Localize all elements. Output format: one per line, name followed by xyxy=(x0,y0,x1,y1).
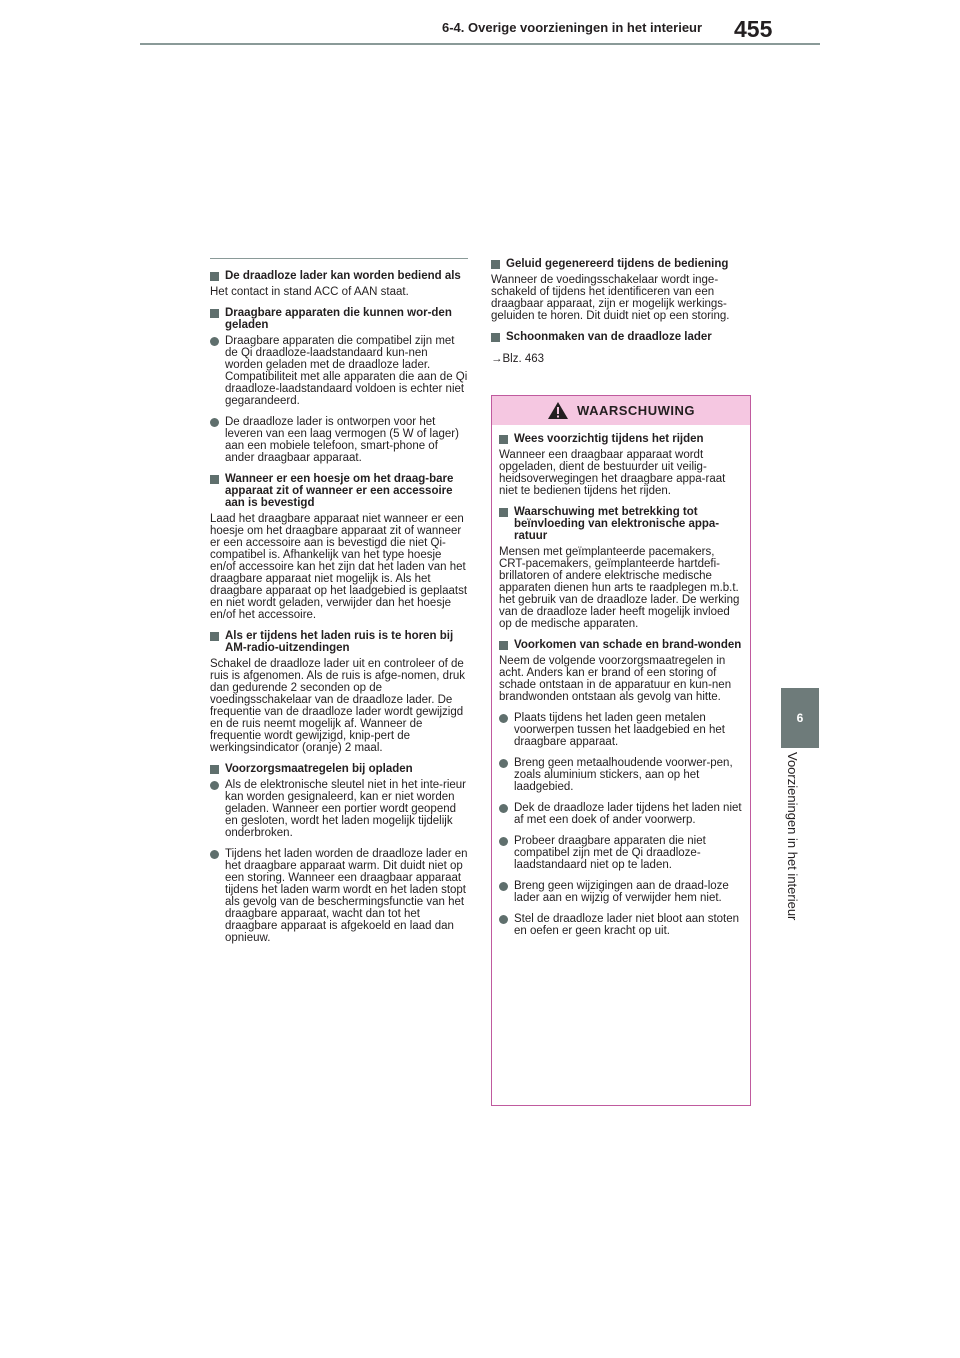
warning-box xyxy=(491,395,751,1106)
warning-triangle-icon xyxy=(547,401,569,420)
square-bullet-icon xyxy=(210,475,219,484)
square-bullet-icon xyxy=(491,333,500,342)
circle-bullet-icon xyxy=(499,759,508,768)
heading: Geluid gegenereerd tijdens de bediening xyxy=(491,258,751,270)
list-item: De draadloze lader is ontworpen voor het leveren van een laag vermogen (5 W of lager) aan een mobiele telefoon, smart-phone of ander draagbaar apparaat. xyxy=(210,416,468,464)
page-reference: →Blz. 463 xyxy=(491,353,545,365)
list-item: Breng geen wijzigingen aan de draad-loze lader aan en wijzig of verwijder hem niet. xyxy=(499,880,743,904)
circle-bullet-icon xyxy=(499,915,508,924)
circle-bullet-icon xyxy=(210,418,219,427)
square-bullet-icon xyxy=(491,260,500,269)
heading: Voorzorgsmaatregelen bij opladen xyxy=(210,763,468,775)
circle-bullet-icon xyxy=(499,714,508,723)
list-item: Probeer draagbare apparaten die niet compatibel zijn met de Qi draadloze-laadstandaard niet op te laden. xyxy=(499,835,743,871)
chapter-number: 6 xyxy=(796,711,804,725)
list-item: Plaats tijdens het laden geen metalen voorwerpen tussen het laadgebied en het draagbare apparaat. xyxy=(499,712,743,748)
warning-body xyxy=(492,425,750,937)
heading: Voorkomen van schade en brand-wonden xyxy=(499,639,743,651)
circle-bullet-icon xyxy=(499,882,508,891)
paragraph: Neem de volgende voorzorgsmaatregelen in acht. Anders kan er brand of een storing of schade ontstaan in de apparatuur en kun-nen brandwonden ontstaan als gevolg van hitte. xyxy=(499,655,732,703)
right-column xyxy=(491,258,751,365)
left-column xyxy=(210,258,468,953)
heading: Wees voorzichtig tijdens het rijden xyxy=(499,433,743,445)
heading: Draagbare apparaten die kunnen wor-den geladen xyxy=(210,307,468,331)
square-bullet-icon xyxy=(499,641,508,650)
paragraph: Het contact in stand ACC of AAN staat. xyxy=(210,286,409,298)
paragraph: Wanneer een draagbaar apparaat wordt opgeladen, dient de bestuurder uit veilig-heidsoverwegingen het draagbare appa-raat niet te bedienen tijdens het rijden. xyxy=(499,449,726,497)
square-bullet-icon xyxy=(210,272,219,281)
paragraph: Wanneer de voedingsschakelaar wordt inge-schakeld of tijdens het identificeren van een draagbaar apparaat, zijn er mogelijk werkings-geluiden te horen. Dit duidt niet op een storing. xyxy=(491,274,730,322)
circle-bullet-icon xyxy=(210,781,219,790)
square-bullet-icon xyxy=(499,508,508,517)
circle-bullet-icon xyxy=(499,837,508,846)
paragraph: Schakel de draadloze lader uit en controleer of de ruis is afgenomen. Als de ruis is afge-nomen, druk dan gedurende 2 seconden op de voedingsschakelaar van de draadloze lader. De frequentie van de draadloze lader wordt gewijzigd en de ruis neemt mogelijk af. Wanneer de frequentie wordt gewijzigd, knip-pert de werkingsindicator (oranje) 2 maal. xyxy=(210,658,466,754)
chapter-side-label: Voorzieningen in het interieur xyxy=(785,752,800,921)
paragraph: Mensen met geïmplanteerde pacemakers, CRT-pacemakers, geïmplanteerde hartdefi-brillatoren of andere elektrische medische apparaten dienen hun arts te raadplegen m.b.t. het gebruik van de draadloze lader. De werking van de draadloze lader heeft mogelijk invloed op de medische apparaten. xyxy=(499,546,740,630)
section-title: 6-4. Overige voorzieningen in het interieur xyxy=(442,20,703,35)
heading: De draadloze lader kan worden bediend als xyxy=(210,270,468,282)
warning-header xyxy=(492,396,750,425)
heading: Waarschuwing met betrekking tot beïnvloeding van elektronische appa-ratuur xyxy=(499,506,743,542)
page-number: 455 xyxy=(734,16,773,42)
heading: Wanneer er een hoesje om het draag-bare apparaat zit of wanneer er een accessoire aan is bevestigd xyxy=(210,473,468,509)
square-bullet-icon xyxy=(210,309,219,318)
heading: Als er tijdens het laden ruis is te horen bij AM-radio-uitzendingen xyxy=(210,630,468,654)
warning-title: WAARSCHUWING xyxy=(577,403,695,418)
list-item: Draagbare apparaten die compatibel zijn met de Qi draadloze-laadstandaard kun-nen worden geladen met de draadloze lader. Compatibiliteit met alle apparaten die aan de Qi draadloze-laadstandaard voldoen is echter niet gegarandeerd. xyxy=(210,335,468,407)
square-bullet-icon xyxy=(210,765,219,774)
chapter-tab xyxy=(781,688,819,748)
list-item: Dek de draadloze lader tijdens het laden niet af met een doek of ander voorwerp. xyxy=(499,802,743,826)
square-bullet-icon xyxy=(210,632,219,641)
list-item: Als de elektronische sleutel niet in het inte-rieur kan worden gesignaleerd, kan er niet worden geladen. Wanneer een portier wordt geopend en gesloten, wordt het laden mogelijk tijdelijk onderbroken. xyxy=(210,779,468,839)
header-divider xyxy=(140,43,820,45)
circle-bullet-icon xyxy=(499,804,508,813)
heading: Schoonmaken van de draadloze lader xyxy=(491,331,751,343)
list-item: Stel de draadloze lader niet bloot aan stoten en oefen er geen kracht op uit. xyxy=(499,913,743,937)
circle-bullet-icon xyxy=(210,337,219,346)
circle-bullet-icon xyxy=(210,850,219,859)
square-bullet-icon xyxy=(499,435,508,444)
paragraph: Laad het draagbare apparaat niet wanneer er een hoesje om het draagbare apparaat zit of wanneer er een accessoire aan is bevestigd die niet Qi-compatibel is. Afhankelijk van het type hoesje en/of accessoire kan het zijn dat het laden van het draagbare apparaat niet mogelijk is. Als het draagbare apparaat op het laadgebied is geplaatst en niet wordt geladen, verwijder dan het hoesje en/of het accessoire. xyxy=(210,513,468,621)
list-item: Tijdens het laden worden de draadloze lader en het draagbare apparaat warm. Dit duidt niet op een storing. Wanneer een draagbaar apparaat tijdens het laden warm wordt en het laden stopt als gevolg van de beschermingsfunctie van het draagbare apparaat, wacht dan tot het draagbare apparaat is afgekoeld en laad dan opnieuw. xyxy=(210,848,468,944)
list-item: Breng geen metaalhoudende voorwer-pen, zoals aluminium stickers, aan op het laadgebied. xyxy=(499,757,743,793)
